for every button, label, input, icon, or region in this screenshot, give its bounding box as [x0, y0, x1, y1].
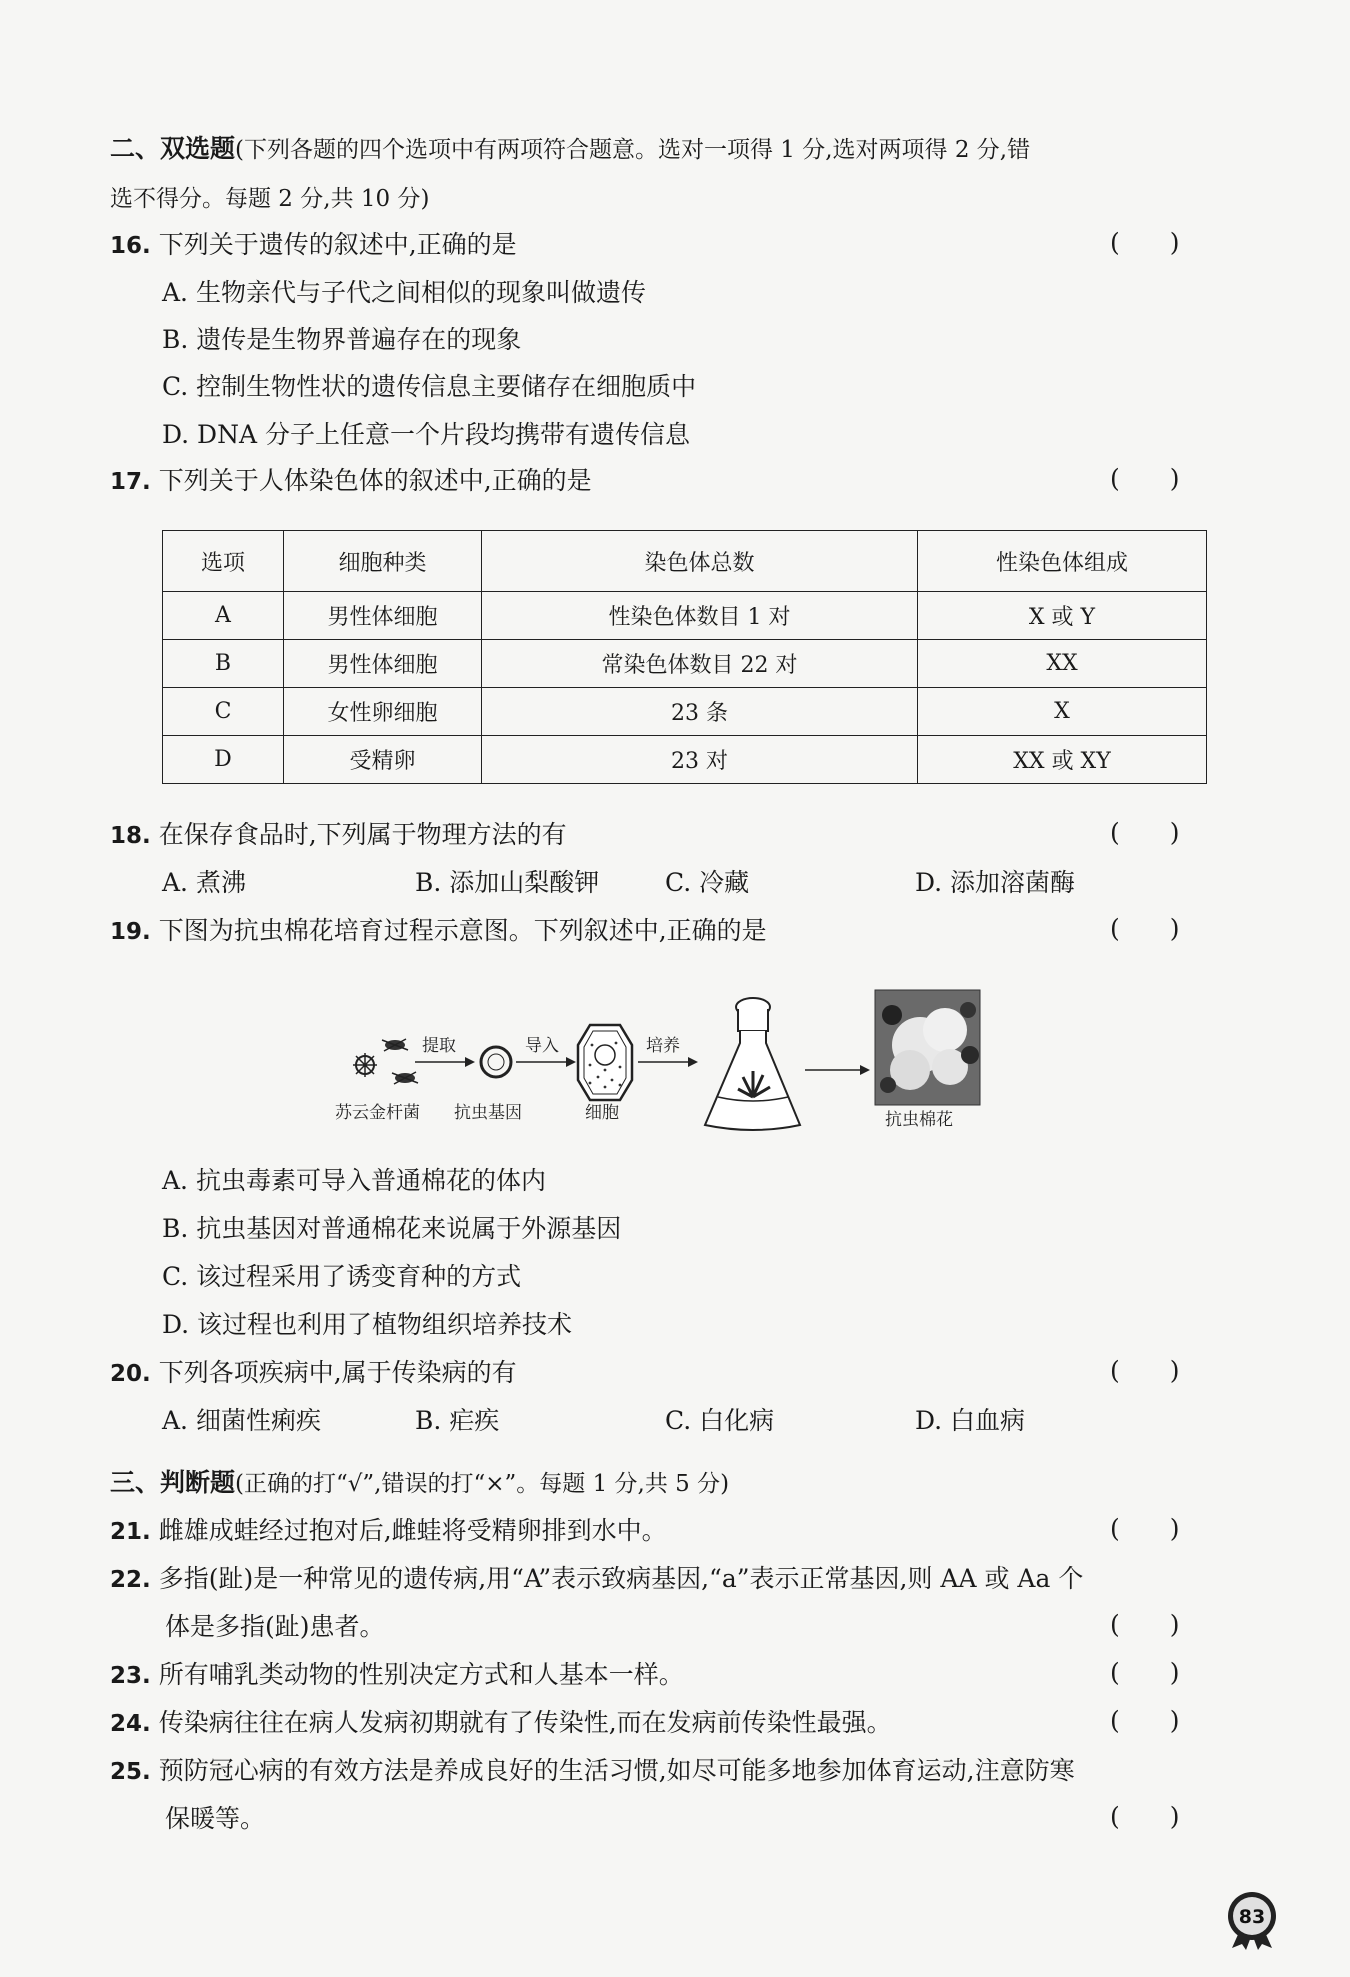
q24-stem-line	[110, 1706, 892, 1741]
table-cell: D	[163, 736, 284, 784]
q25-answer-blank[interactable]: ( )	[1110, 1802, 1180, 1831]
q20-option-b: B. 疟疾	[415, 1406, 500, 1435]
q24-answer-blank[interactable]: ( )	[1110, 1706, 1180, 1735]
arrow-head	[566, 1057, 576, 1067]
q20-stem-line	[110, 1356, 517, 1391]
table-cell: 性染色体数目 1 对	[482, 592, 918, 640]
q22-stem-line	[110, 1562, 1083, 1597]
table-cell: XX 或 XY	[918, 736, 1207, 784]
q25-stem-line	[110, 1754, 1075, 1789]
q25-stem-line2: 保暖等。	[165, 1804, 266, 1833]
q17-stem: 下列关于人体染色体的叙述中,正确的是	[158, 466, 592, 495]
arrow-label-extract: 提取	[422, 1036, 456, 1056]
q19-option-a: A. 抗虫毒素可导入普通棉花的体内	[162, 1166, 546, 1195]
q16-option-a: A. 生物亲代与子代之间相似的现象叫做遗传	[162, 278, 646, 307]
q23-number: 23.	[110, 1663, 151, 1689]
q20-option-a: A. 细菌性痢疾	[162, 1406, 321, 1435]
q22-stem: 多指(趾)是一种常见的遗传病,用“A”表示致病基因,“a”表示正常基因,则 AA 或 Aa 个	[158, 1564, 1084, 1593]
q19-number: 19.	[110, 919, 151, 945]
table-cell: XX	[918, 640, 1207, 688]
q18-answer-blank[interactable]: ( )	[1110, 818, 1180, 847]
table-cell: 23 条	[482, 688, 918, 736]
q16-number: 16.	[110, 233, 151, 259]
q24-number: 24.	[110, 1711, 151, 1737]
plant-cell-icon	[578, 1025, 632, 1100]
q18-stem: 在保存食品时,下列属于物理方法的有	[158, 820, 567, 849]
q20-option-c: C. 白化病	[665, 1406, 775, 1435]
q21-number: 21.	[110, 1519, 151, 1545]
table-cell: B	[163, 640, 284, 688]
q25-number: 25.	[110, 1759, 151, 1785]
cotton-breeding-diagram	[320, 985, 1000, 1155]
q16-option-c: C. 控制生物性状的遗传信息主要储存在细胞质中	[162, 372, 697, 401]
table-row	[163, 736, 1207, 784]
table-row	[163, 592, 1207, 640]
section2-instructions-line2: 选不得分。每题 2 分,共 10 分)	[110, 186, 430, 212]
table-cell: 女性卵细胞	[284, 688, 482, 736]
table-row	[163, 688, 1207, 736]
q18-option-a: A. 煮沸	[162, 868, 246, 897]
q20-stem: 下列各项疾病中,属于传染病的有	[158, 1358, 517, 1387]
section3-heading: 三、判断题	[110, 1468, 236, 1497]
q22-answer-blank[interactable]: ( )	[1110, 1610, 1180, 1639]
q19-option-c: C. 该过程采用了诱变育种的方式	[162, 1262, 522, 1291]
table-row	[163, 640, 1207, 688]
label-cotton: 抗虫棉花	[885, 1110, 953, 1130]
section3-heading-line	[110, 1466, 729, 1501]
bacteria-icon	[353, 1039, 418, 1084]
arrow-head	[860, 1065, 870, 1075]
table-cell: A	[163, 592, 284, 640]
q22-number: 22.	[110, 1567, 151, 1593]
page-number-badge	[1222, 1890, 1282, 1950]
table-cell: 男性体细胞	[284, 592, 482, 640]
q19-stem: 下图为抗虫棉花培育过程示意图。下列叙述中,正确的是	[158, 916, 767, 945]
arrow-head	[465, 1057, 475, 1067]
page-number: 83	[1238, 1906, 1266, 1928]
label-bacteria: 苏云金杆菌	[335, 1103, 420, 1123]
table-header-cell: 细胞种类	[284, 531, 482, 592]
table-cell: 受精卵	[284, 736, 482, 784]
table-cell: C	[163, 688, 284, 736]
section2-heading-line	[110, 132, 1030, 167]
label-gene: 抗虫基因	[454, 1103, 522, 1123]
q18-stem-line	[110, 818, 567, 853]
q19-option-b: B. 抗虫基因对普通棉花来说属于外源基因	[162, 1214, 622, 1243]
section2-instructions: (下列各题的四个选项中有两项符合题意。选对一项得 1 分,选对两项得 2 分,错	[235, 137, 1031, 163]
label-cell: 细胞	[585, 1103, 619, 1123]
q18-option-b: B. 添加山梨酸钾	[415, 868, 600, 897]
table-cell: X 或 Y	[918, 592, 1207, 640]
chromosome-table	[162, 530, 1207, 784]
table-header-row	[163, 531, 1207, 592]
q21-stem-line	[110, 1514, 667, 1549]
table-cell: 常染色体数目 22 对	[482, 640, 918, 688]
section2-heading: 二、双选题	[110, 134, 236, 163]
table-header-cell: 选项	[163, 531, 284, 592]
q19-answer-blank[interactable]: ( )	[1110, 914, 1180, 943]
q23-answer-blank[interactable]: ( )	[1110, 1658, 1180, 1687]
arrow-label-culture: 培养	[646, 1036, 680, 1056]
q17-number: 17.	[110, 469, 151, 495]
table-cell: 男性体细胞	[284, 640, 482, 688]
q16-stem-line	[110, 228, 517, 263]
table-header-cell: 染色体总数	[482, 531, 918, 592]
culture-flask-icon	[705, 998, 800, 1130]
gene-ring-icon	[481, 1047, 511, 1077]
q21-stem: 雌雄成蛙经过抱对后,雌蛙将受精卵排到水中。	[158, 1516, 667, 1545]
q18-option-c: C. 冷藏	[665, 868, 750, 897]
table-header-cell: 性染色体组成	[918, 531, 1207, 592]
q22-stem-line2: 体是多指(趾)患者。	[165, 1612, 385, 1641]
q16-answer-blank[interactable]: ( )	[1110, 228, 1180, 257]
q24-stem: 传染病往往在病人发病初期就有了传染性,而在发病前传染性最强。	[158, 1708, 892, 1737]
q19-option-d: D. 该过程也利用了植物组织培养技术	[162, 1310, 573, 1339]
table-cell: 23 对	[482, 736, 918, 784]
q17-answer-blank[interactable]: ( )	[1110, 464, 1180, 493]
arrow-head	[688, 1057, 698, 1067]
section3-instructions: (正确的打“√”,错误的打“×”。每题 1 分,共 5 分)	[235, 1471, 730, 1497]
q21-answer-blank[interactable]: ( )	[1110, 1514, 1180, 1543]
q20-option-d: D. 白血病	[915, 1406, 1026, 1435]
q18-option-d: D. 添加溶菌酶	[915, 868, 1076, 897]
q19-stem-line	[110, 914, 767, 949]
cotton-photo-image	[875, 990, 980, 1105]
table-cell: X	[918, 688, 1207, 736]
q16-stem: 下列关于遗传的叙述中,正确的是	[158, 230, 517, 259]
q23-stem: 所有哺乳类动物的性别决定方式和人基本一样。	[158, 1660, 684, 1689]
q16-option-d: D. DNA 分子上任意一个片段均携带有遗传信息	[162, 420, 690, 449]
q25-stem: 预防冠心病的有效方法是养成良好的生活习惯,如尽可能多地参加体育运动,注意防寒	[158, 1756, 1075, 1785]
q18-number: 18.	[110, 823, 151, 849]
q20-number: 20.	[110, 1361, 151, 1387]
q17-stem-line	[110, 464, 592, 499]
q20-answer-blank[interactable]: ( )	[1110, 1356, 1180, 1385]
q16-option-b: B. 遗传是生物界普遍存在的现象	[162, 325, 522, 354]
gene-ring-inner	[488, 1054, 504, 1070]
q23-stem-line	[110, 1658, 684, 1693]
arrow-label-import: 导入	[525, 1036, 559, 1056]
